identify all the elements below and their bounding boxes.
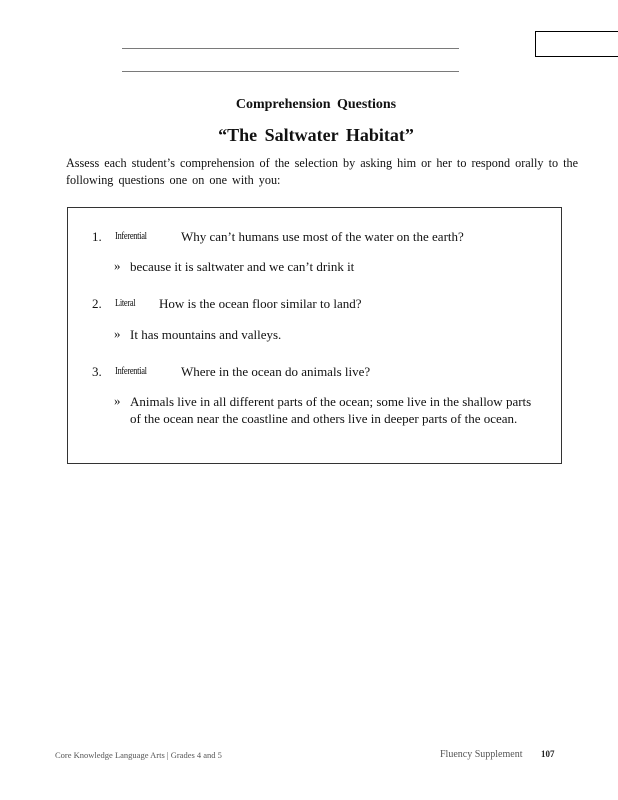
footer-credit: Core Knowledge Language Arts | Grades 4 and 5 [55,750,222,760]
name-line [122,48,459,49]
page-title: “The Saltwater Habitat” [218,125,414,145]
answer-marker-icon: » [114,258,121,273]
question-number: 1. [92,229,102,244]
answer-marker-icon: » [114,393,121,408]
questions-box [67,207,562,464]
answer-marker-icon: » [114,326,121,341]
question-number: 2. [92,296,102,311]
footer-section: Fluency Supplement [440,749,523,760]
question-text: How is the ocean floor similar to land? [159,296,362,311]
answer-text: because it is saltwater and we can’t drink it [130,259,355,274]
question-type: Literal [115,298,136,309]
answer-text: Animals live in all different parts of the ocean; some live in the shallow parts of the ocean near the coastline and others live in deeper parts of the ocean. [130,394,532,426]
question-number: 3. [92,364,102,379]
page-subtitle: Comprehension Questions [235,97,397,112]
date-line [122,71,459,72]
question-type: Inferential [115,231,147,242]
intro-paragraph: Assess each student’s comprehension of the selection by asking him or her to respond orally to the following questions one on one with you: [66,156,578,187]
question-text: Where in the ocean do animals live? [181,364,371,379]
answer-text: It has mountains and valleys. [130,327,282,342]
corner-box [535,31,618,57]
page-number: 107 [541,749,555,759]
question-text: Why can’t humans use most of the water on the earth? [181,229,464,244]
question-type: Inferential [115,366,147,377]
